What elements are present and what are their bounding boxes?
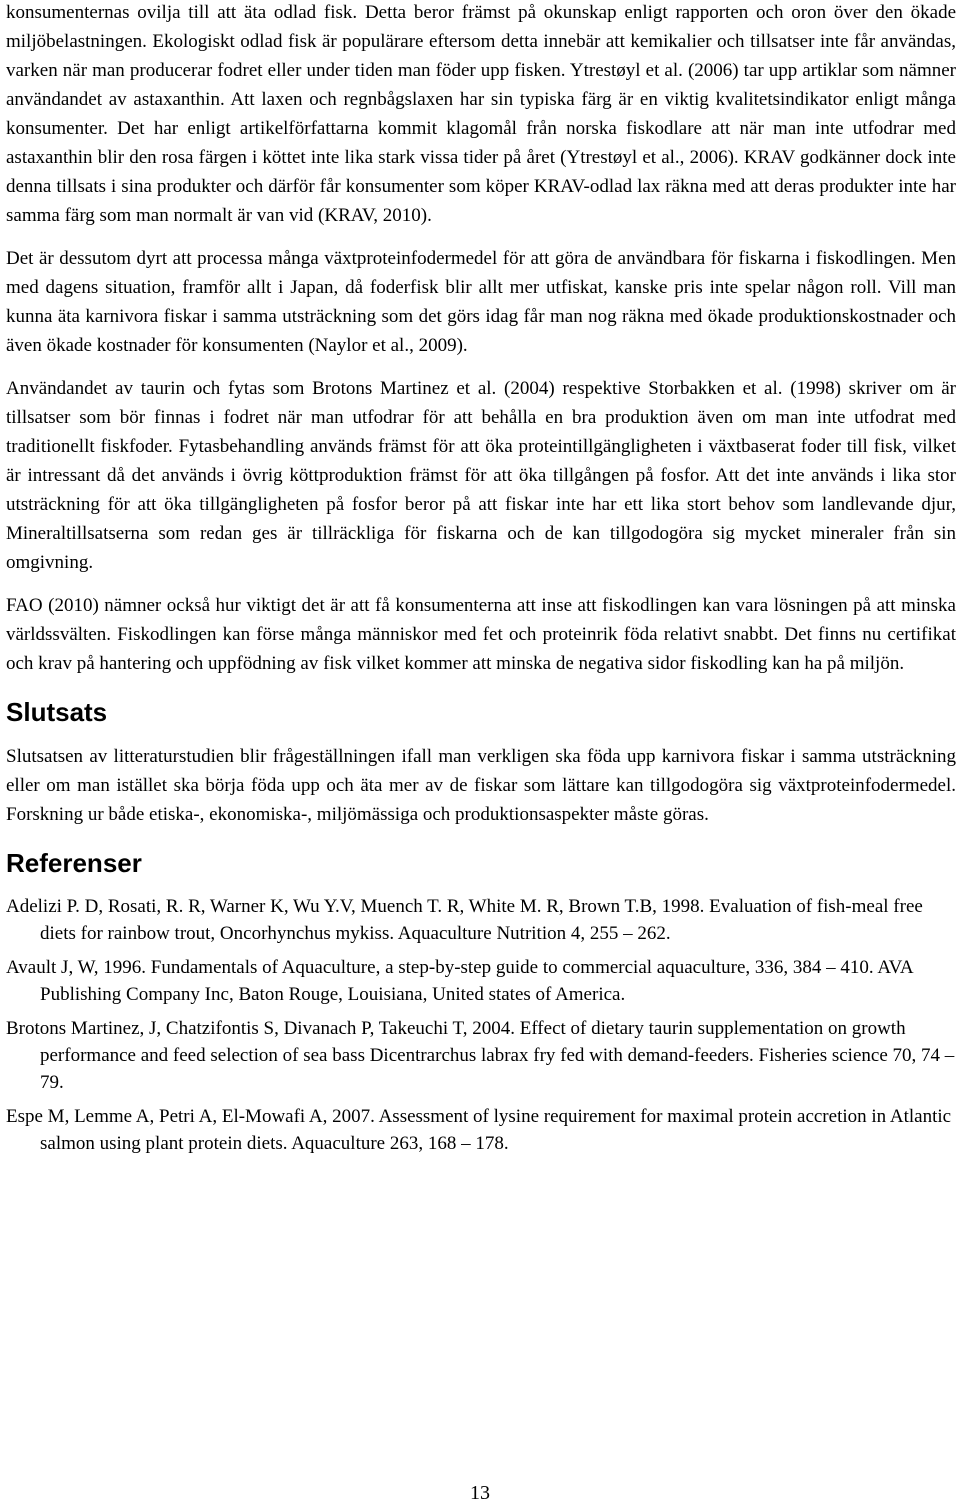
document-page (6, 0, 956, 1164)
reference-item: Adelizi P. D, Rosati, R. R, Warner K, Wu Y.V, Muench T. R, White M. R, Brown T.B, 1998. Evaluation of fish-meal free diets for rainbow trout, Oncorhynchus mykiss. Aquaculture Nutrition 4, 255 – 262. (6, 896, 923, 944)
body-paragraph: FAO (2010) nämner också hur viktigt det är att få konsumenterna att inse att fiskodlingen kan vara lösningen på att minska världssvälten. Fiskodlingen kan förse många människor med fet och proteinrik föda relativt snabbt. Det finns nu certifikat och krav på hantering och uppfödning av fisk vilket kommer att minska de negativa sidor fiskodling kan ha på miljön. (6, 595, 956, 674)
body-paragraph: konsumenternas ovilja till att äta odlad fisk. Detta beror främst på okunskap enligt rapporten och oron över den ökade miljöbelastningen. Ekologiskt odlad fisk är populärare eftersom detta innebär att kemikalier och tillsatser inte får användas, varken när man producerar fodret eller under tiden man föder upp fisken. Ytrestøyl et al. (2006) tar upp artiklar som nämner användandet av astaxanthin. Att laxen och regnbågslaxen har sin typiska färg är en viktig kvalitetsindikator enligt många konsumenter. Det har enligt artikelförfattarna kommit klagomål från norska fiskodlare att när man inte utfodrar med astaxanthin blir den rosa färgen i köttet inte lika stark vissa tider på året (Ytrestøyl et al., 2006). KRAV godkänner dock inte denna tillsats i sina produkter och därför får konsumenter som köper KRAV-odlad lax räkna med att deras produkter inte har samma färg som man normalt är van vid (KRAV, 2010). (6, 2, 956, 226)
reference-item: Brotons Martinez, J, Chatzifontis S, Divanach P, Takeuchi T, 2004. Effect of dietary taurin supplementation on growth performance and feed selection of sea bass Dicentrarchus labrax fry fed with demand-feeders. Fisheries science 70, 74 – 79. (6, 1018, 955, 1093)
reference-item: Avault J, W, 1996. Fundamentals of Aquaculture, a step-by-step guide to commercial aquaculture, 336, 384 – 410. AVA Publishing Company Inc, Baton Rouge, Louisiana, United states of America. (6, 957, 913, 1005)
body-paragraph: Användandet av taurin och fytas som Brotons Martinez et al. (2004) respektive Storbakken et al. (1998) skriver om är tillsatser som bör finnas i fodret när man utfodrar för att behålla en bra produktion även om man inte utfodrat med traditionellt fiskfoder. Fytasbehandling används främst för att öka proteintillgängligheten i växtbaserat foder till fisk, vilket är intressant då det används i övrig köttproduktion främst för att öka tillgången på fosfor. Att det inte används i lika stor utsträckning för att öka tillgängligheten på fosfor beror på att fiskar inte har ett lika stort behov som landlevande djur, Mineraltillsatserna som redan ges är tillräckliga för fiskarna och de kan tillgodogöra sig mycket mineraler från sin omgivning. (6, 378, 956, 573)
conclusion-paragraph: Slutsatsen av litteraturstudien blir frågeställningen ifall man verkligen ska föda upp karnivora fiskar i samma utsträckning eller om man istället ska börja föda upp och äta mer av de fiskar som lättare kan tillgodogöra sig växtproteinfodermedel. Forskning ur både etiska-, ekonomiska-, miljömässiga och produktionsaspekter måste göras. (6, 746, 956, 825)
reference-item: Espe M, Lemme A, Petri A, El-Mowafi A, 2007. Assessment of lysine requirement for maximal protein accretion in Atlantic salmon using plant protein diets. Aquaculture 263, 168 – 178. (6, 1106, 952, 1154)
page-number: 13 (470, 1482, 490, 1504)
body-paragraph: Det är dessutom dyrt att processa många växtproteinfodermedel för att göra de användbara för fiskarna i fiskodlingen. Men med dagens situation, framför allt i Japan, då foderfisk blir allt mer utfiskat, kanske pris inte spelar någon roll. Vill man kunna äta karnivora fiskar i samma utsträckning som det görs idag får man nog räkna med ökade produktionskostnader och även ökade kostnader för konsumenten (Naylor et al., 2009). (6, 248, 956, 356)
reference-list (6, 893, 956, 1157)
section-heading-referenser: Referenser (6, 848, 142, 878)
section-heading-slutsats: Slutsats (6, 697, 108, 727)
